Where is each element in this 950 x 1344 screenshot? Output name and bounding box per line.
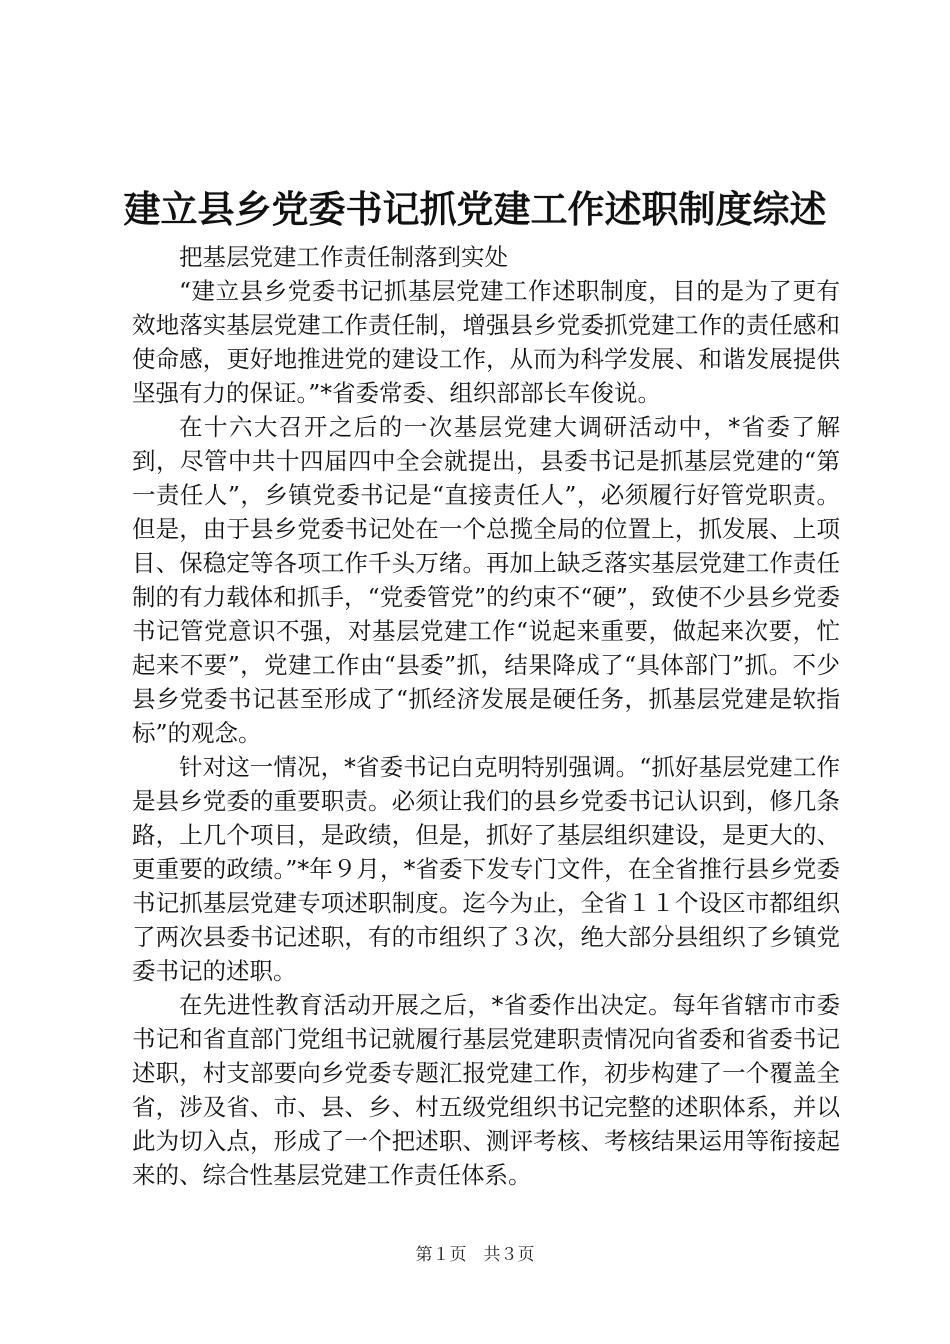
document-body bbox=[132, 240, 840, 1192]
page-number-footer: 第１页 共３页 bbox=[415, 1245, 535, 1265]
paragraph-1: “建立县乡党委书记抓基层党建工作述职制度，目的是为了更有效地落实基层党建工作责任制，增强县乡党委抓党建工作的责任感和使命感，更好地推进党的建设工作，从而为科学发展、和谐发展提供坚强有力的保证。”*省委常委、组织部部长车俊说。 bbox=[132, 277, 840, 407]
paragraph-4: 在先进性教育活动开展之后，*省委作出决定。每年省辖市市委书记和省直部门党组书记就履行基层党建职责情况向省委和省委书记述职，村支部要向乡党委专题汇报党建工作，初步构建了一个覆盖全省，涉及省、市、县、乡、村五级党组织书记完整的述职体系，并以此为切入点，形成了一个把述职、测评考核、考核结果运用等衔接起来的、综合性基层党建工作责任体系。 bbox=[132, 991, 840, 1189]
document-subtitle: 把基层党建工作责任制落到实处 bbox=[179, 243, 508, 271]
document-title: 建立县乡党委书记抓党建工作述职制度综述 bbox=[123, 187, 827, 231]
paragraph-2: 在十六大召开之后的一次基层党建大调研活动中，*省委了解到，尽管中共十四届四中全会就提出，县委书记是抓基层党建的“第一责任人”，乡镇党委书记是“直接责任人”，必须履行好管党职责。但是，由于县乡党委书记处在一个总揽全局的位置上，抓发展、上项目、保稳定等各项工作千头万绪。再加上缺乏落实基层党建工作责任制的有力载体和抓手，“党委管党”的约束不“硬”，致使不少县乡党委书记管党意识不强，对基层党建工作“说起来重要，做起来次要，忙起来不要”，党建工作由“县委”抓，结果降成了“具体部门”抓。不少县乡党委书记甚至形成了“抓经济发展是硬任务，抓基层党建是软指标”的观念。 bbox=[132, 413, 840, 747]
paragraph-3: 针对这一情况，*省委书记白克明特别强调。“抓好基层党建工作是县乡党委的重要职责。必须让我们的县乡党委书记认识到，修几条路，上几个项目，是政绩，但是，抓好了基层组织建设，是更大的、更重要的政绩。”*年９月，*省委下发专门文件，在全省推行县乡党委书记抓基层党建专项述职制度。迄今为止，全省１１个设区市都组织了两次县委书记述职，有的市组织了３次，绝大部分县组织了乡镇党委书记的述职。 bbox=[132, 753, 840, 985]
